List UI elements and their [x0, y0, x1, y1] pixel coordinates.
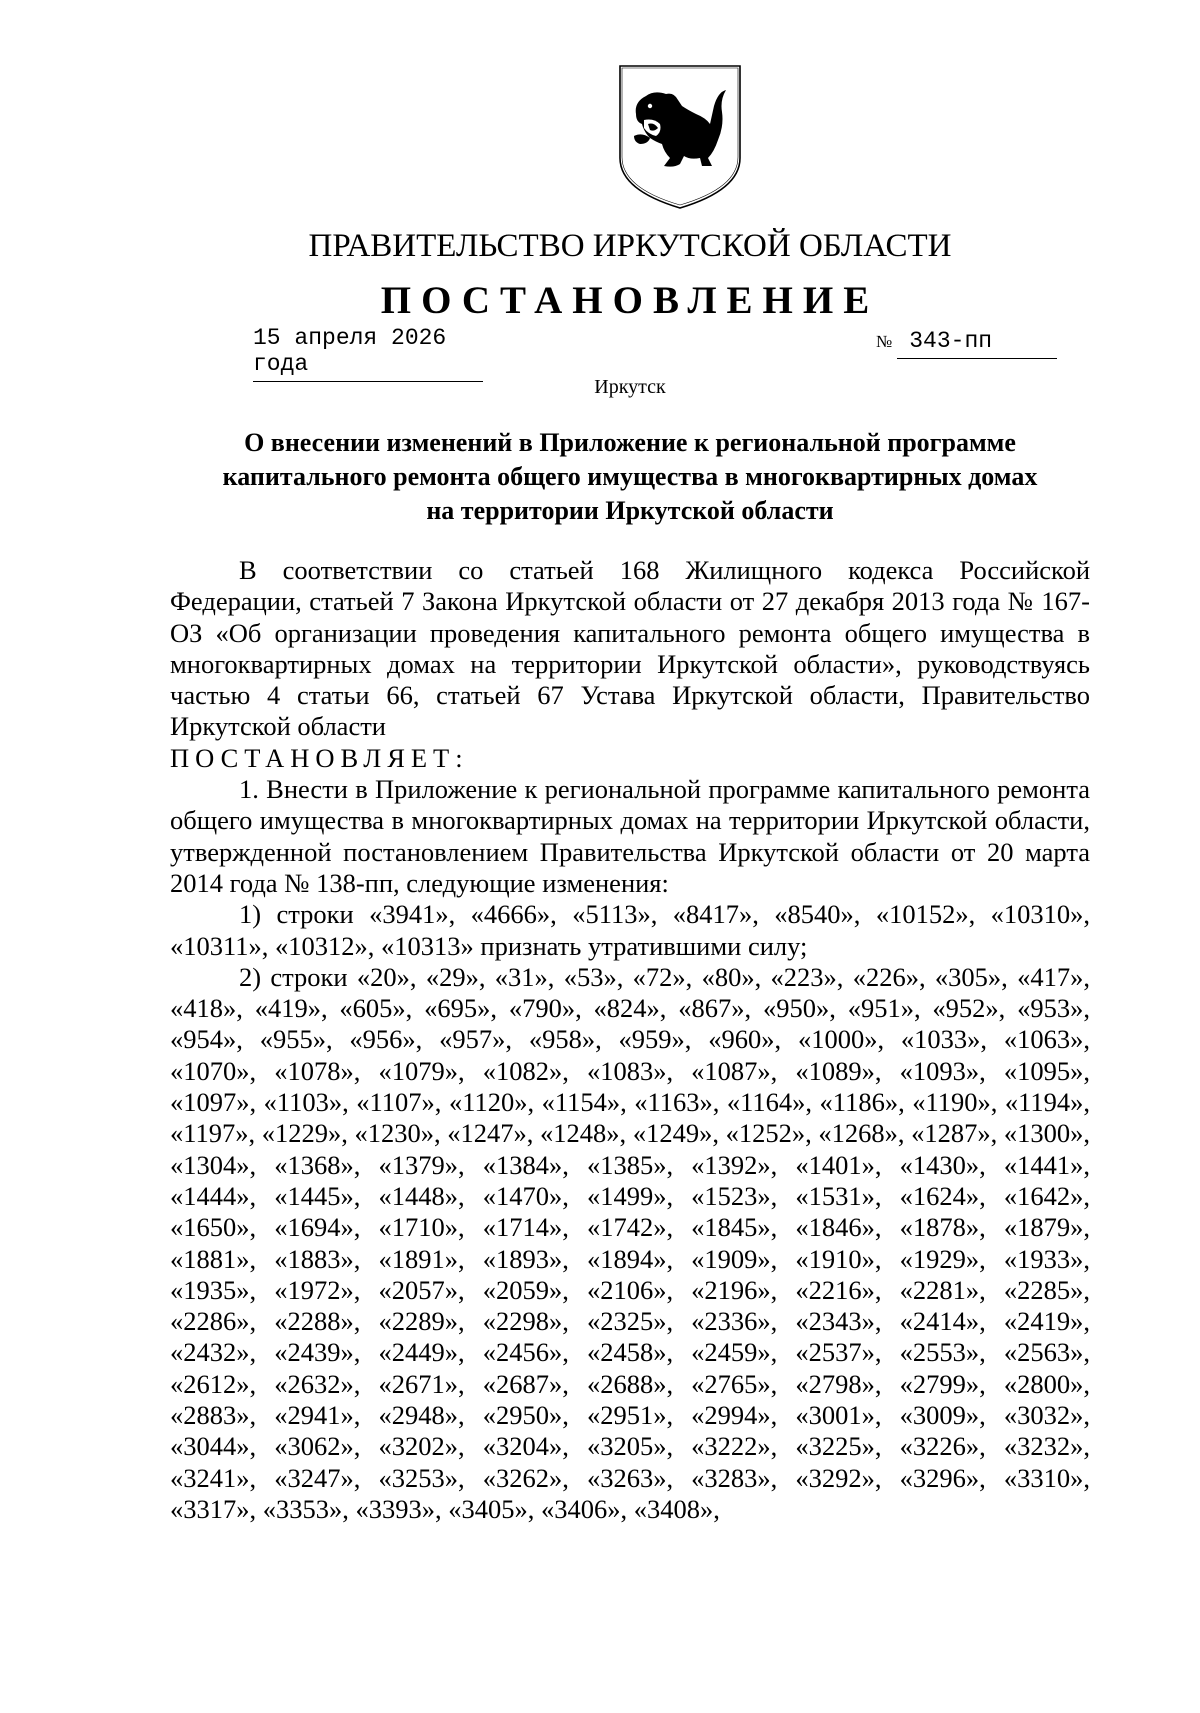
government-name: ПРАВИТЕЛЬСТВО ИРКУТСКОЙ ОБЛАСТИ — [308, 228, 952, 264]
subject-line: на территории Иркутской области — [426, 496, 834, 525]
document-number: 343-пп — [897, 328, 1057, 359]
document-body — [170, 555, 1090, 1525]
document-city: Иркутск — [594, 376, 666, 398]
subject-line: О внесении изменений в Приложение к региональной программе — [244, 428, 1016, 457]
subject-line: капитального ремонта общего имущества в многоквартирных домах — [222, 462, 1038, 491]
document-number-block — [876, 328, 1076, 359]
number-sign: № — [876, 332, 893, 351]
subitem-paragraph: 1) строки «3941», «4666», «5113», «8417», «8540», «10152», «10310», «10311», «10312», «10313» признать утратившими силу; — [170, 899, 1090, 961]
document-date: 15 апреля 2026 года — [253, 325, 483, 382]
item-paragraph: 1. Внести в Приложение к региональной программе капитального ремонта общего имущества в многоквартирных домах на территории Иркутской области, утвержденной постановлением Правительства Иркутской области от 20 марта 2014 года № 138-пп, следующие изменения: — [170, 774, 1090, 898]
coat-of-arms-icon — [614, 62, 746, 212]
preamble-paragraph: В соответствии со статьей 168 Жилищного кодекса Российской Федерации, статьей 7 Закона Иркутской области от 27 декабря 2013 года № 167-ОЗ «Об организации проведения капитального ремонта общего имущества в многоквартирных домах на территории Иркутской области», руководствуясь частью 4 статьи 66, статьей 67 Устава Иркутской области, Правительство Иркутской области — [170, 555, 1090, 742]
document-subject — [170, 426, 1090, 528]
decree-word: ПОСТАНОВЛЯЕТ: — [170, 742, 469, 773]
subitem-paragraph: 2) строки «20», «29», «31», «53», «72», «80», «223», «226», «305», «417», «418», «419», «605», «695», «790», «824», «867», «950», «951», «952», «953», «954», «955», «956», «957», «958», «959», «960», «1000», «1033», «1063», «1070», «1078», «1079», «1082», «1083», «1087», «1089», «1093», «1095», «1097», «1103», «1107», «1120», «1154», «1163», «1164», «1186», «1190», «1194», «1197», «1229», «1230», «1247», «1248», «1249», «1252», «1268», «1287», «1300», «1304», «1368», «1379», «1384», «1385», «1392», «1401», «1430», «1441», «1444», «1445», «1448», «1470», «1499», «1523», «1531», «1624», «1642», «1650», «1694», «1710», «1714», «1742», «1845», «1846», «1878», «1879», «1881», «1883», «1891», «1893», «1894», «1909», «1910», «1929», «1933», «1935», «1972», «2057», «2059», «2106», «2196», «2216», «2281», «2285», «2286», «2288», «2289», «2298», «2325», «2336», «2343», «2414», «2419», «2432», «2439», «2449», «2456», «2458», «2459», «2537», «2553», «2563», «2612», «2632», «2671», «2687», «2688», «2765», «2798», «2799», «2800», «2883», «2941», «2948», «2950», «2951», «2994», «3001», «3009», «3032», «3044», «3062», «3202», «3204», «3205», «3222», «3225», «3226», «3232», «3241», «3247», «3253», «3262», «3263», «3283», «3292», «3296», «3310», «3317», «3353», «3393», «3405», «3406», «3408», — [170, 961, 1090, 1524]
document-type: ПОСТАНОВЛЕНИЕ — [380, 279, 880, 322]
